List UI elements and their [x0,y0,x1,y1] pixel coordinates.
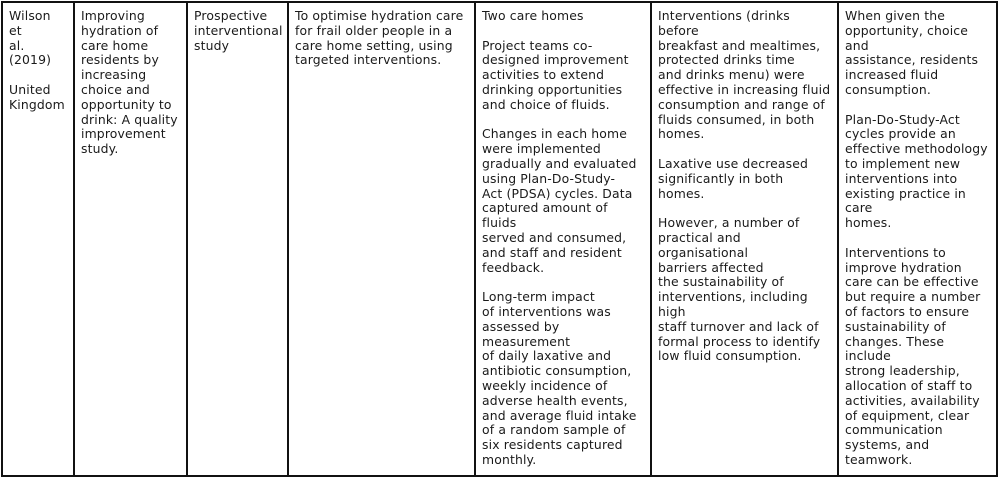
title-cell [75,3,188,475]
design-cell [188,3,289,475]
study-author-year: Wilson et al. (2019) [9,8,52,68]
study-title: Improving hydration of care home residents by increasing choice and opportunity to drink: A quality improvement study. [81,8,178,157]
conclusion-sustainability: Interventions to improve hydration care can be effective but require a number of factors to ensure sustainability of changes. These include strong leadership, allocation of staff to activities, availability of equipment, clear communication systems, and teamwork. [845,244,981,467]
methods-codesign: Project teams co- designed improvement activities to extend drinking opportunities and choice of fluids. [482,37,629,112]
conclusion-pdsa: Plan-Do-Study-Act cycles provide an effective methodology to implement new interventions into existing practice in care homes. [845,111,988,231]
aim-cell [289,3,476,475]
study-country: United Kingdom [9,81,65,112]
findings-barriers: However, a number of practical and organisational barriers affected the sustainability of interventions, including high staff turnover and lack of formal process to identify low fluid consumption. [658,215,821,364]
evidence-table-row [1,1,998,477]
study-cell [3,3,75,475]
conclusions-cell [839,3,996,475]
findings-interventions: Interventions (drinks before breakfast and mealtimes, protected drinks time and drinks menu) were effective in increasing fluid consumption and range of fluids consumed, in both homes. [658,8,831,142]
methods-long-term: Long-term impact of interventions was assessed by measurement of daily laxative and antibiotic consumption, weekly incidence of adverse health events, and average fluid intake of a random sample of six residents captured monthly. [482,289,637,467]
conclusion-consumption: When given the opportunity, choice and assistance, residents increased fluid consumption. [845,8,979,97]
methods-cell [476,3,652,475]
study-aim: To optimise hydration care for frail older people in a care home setting, using targeted interventions. [295,8,464,68]
methods-pdsa: Changes in each home were implemented gradually and evaluated using Plan-Do-Study- Act (PDSA) cycles. Data captured amount of fluids served and consumed, and staff and resident feedback. [482,126,637,275]
findings-cell [652,3,839,475]
findings-laxative: Laxative use decreased significantly in both homes. [658,155,809,201]
methods-setting: Two care homes [482,8,584,23]
study-design: Prospective interventional study [194,8,283,53]
